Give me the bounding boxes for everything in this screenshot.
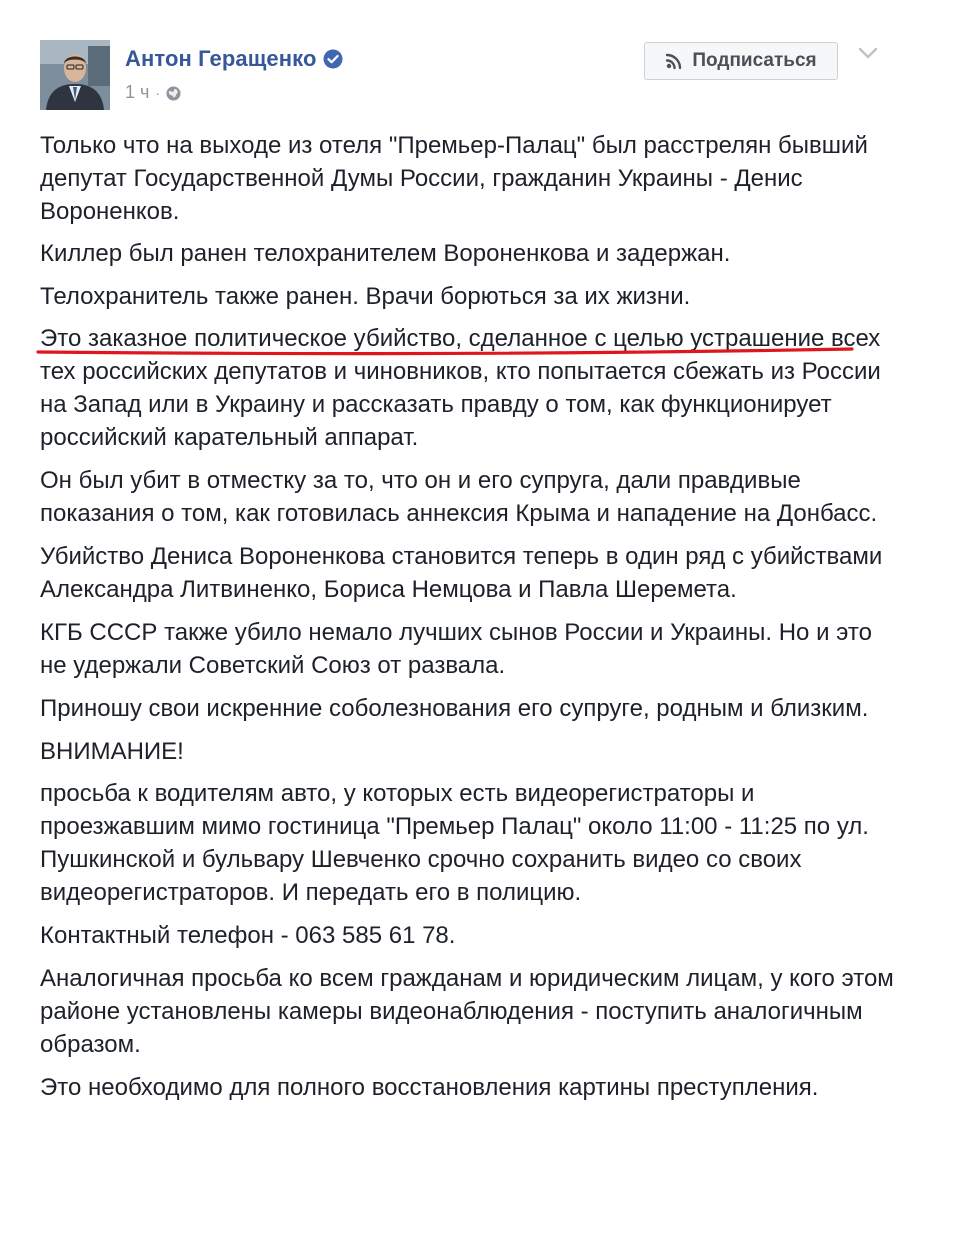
post-paragraph: Он был убит в отместку за то, что он и его супруга, дали правдивые показания о том, как готовилась аннексия Крыма и нападение на Донбасс.: [40, 467, 878, 527]
post-paragraph: ВНИМАНИЕ!: [40, 738, 184, 765]
post-paragraph: Контактный телефон - 063 585 61 78.: [40, 922, 456, 949]
subscribe-button[interactable]: [644, 42, 838, 80]
post-paragraph: Киллер был ранен телохранителем Вороненкова и задержан.: [40, 240, 731, 267]
post-paragraph: Убийство Дениса Вороненкова становится теперь в один ряд с убийствами Александра Литвиненко, Бориса Немцова и Павла Шеремета.: [40, 543, 883, 603]
post-paragraph: Телохранитель также ранен. Врачи борються за их жизни.: [40, 283, 691, 310]
avatar-photo: [40, 40, 110, 110]
author-name-link[interactable]: Антон Геращенко: [125, 46, 317, 71]
post-text: [40, 129, 900, 1104]
post-paragraph: Это необходимо для полного восстановления картины преступления.: [40, 1074, 819, 1101]
post-paragraph: Только что на выходе из отеля "Премьер-Палац" был расстрелян бывший депутат Государственной Думы России, гражданин Украины - Денис Вороненков.: [40, 132, 868, 225]
post-timestamp-link[interactable]: 1 ч: [125, 82, 150, 102]
author-avatar[interactable]: [40, 40, 110, 110]
post-paragraph: КГБ СССР также убило немало лучших сынов России и Украины. Но и это не удержали Советский Союз от развала.: [40, 619, 872, 679]
rss-icon: [665, 52, 683, 70]
post-meta: [125, 82, 181, 103]
verified-badge-icon: [323, 49, 343, 69]
chevron-down-icon[interactable]: [858, 46, 878, 60]
globe-icon[interactable]: [166, 85, 181, 100]
post-header: [40, 40, 920, 112]
post-paragraph: Аналогичная просьба ко всем гражданам и юридическим лицам, у кого этом районе установлены камеры видеонаблюдения - поступить аналогичным образом.: [40, 965, 894, 1058]
subscribe-label: Подписаться: [692, 50, 817, 71]
post-paragraph-highlighted: Это заказное политическое убийство, сделанное с целью устрашение всех тех российских депутатов и чиновников, кто попытается сбежать из России на Запад или в Украину и рассказать правду о том, как функционирует российский карательный аппарат.: [40, 325, 881, 451]
meta-separator: ·: [155, 84, 161, 101]
author-line: [125, 46, 343, 72]
post-paragraph: просьба к водителям авто, у которых есть видеорегистраторы и проезжавшим мимо гостиница "Премьер Палац" около 11:00 - 11:25 по ул. Пушкинской и бульвару Шевченко срочно сохранить видео со своих видеорегистраторов. И передать его в полицию.: [40, 780, 869, 906]
post-paragraph: Приношу свои искренние соболезнования его супруге, родным и близким.: [40, 695, 869, 722]
